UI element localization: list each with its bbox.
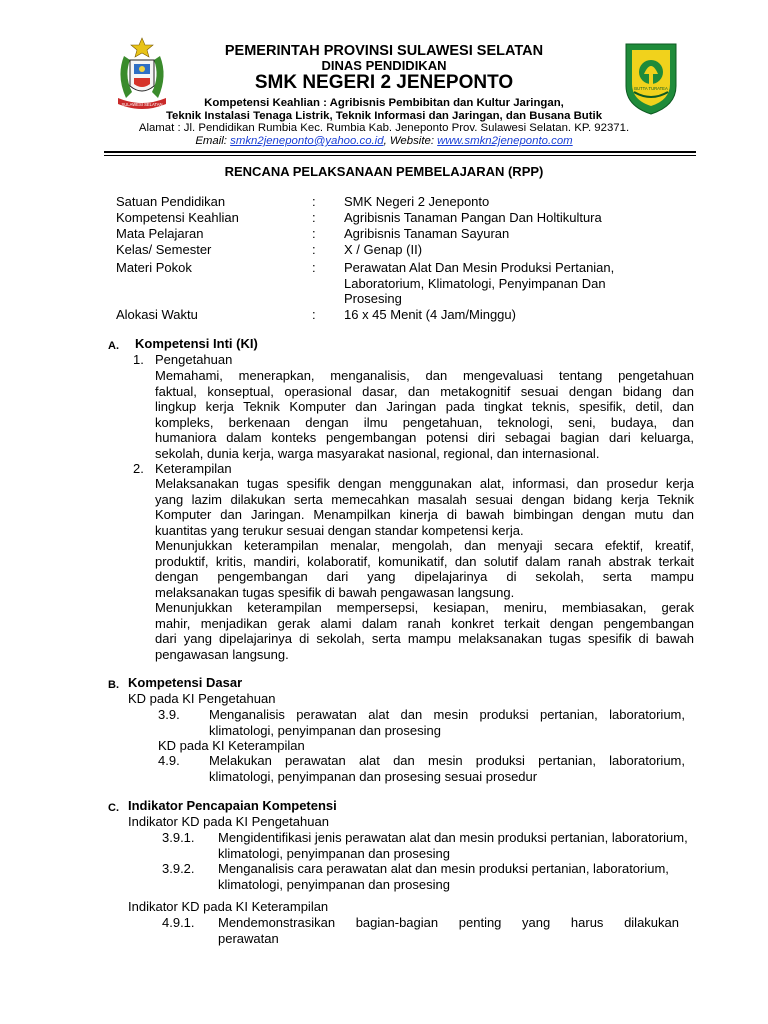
paragraph-line: Memahami, menerapkan, menganalisis, dan mengevaluasi tentang pengetahuan [155, 368, 694, 383]
kd-text [209, 707, 685, 738]
section-heading: Indikator Pencapaian Kompetensi [128, 798, 337, 813]
paragraph-line: pengawasan langsung. [155, 646, 289, 662]
kd-subheading: KD pada KI Keterampilan [158, 738, 305, 753]
header-rule-thin [104, 155, 696, 156]
gov-line: PEMERINTAH PROVINSI SULAWESI SELATAN [224, 43, 544, 59]
indicator-line: klimatologi, penyimpanan dan prosesing [218, 876, 450, 892]
kd-text [209, 753, 685, 784]
meta-label: Materi Pokok [116, 260, 192, 275]
meta-value: Agribisnis Tanaman Sayuran [344, 226, 510, 241]
paragraph-line: Menunjukkan keterampilan mempersepsi, kesiapan, meniru, membiasakan, gerak [155, 600, 694, 615]
paragraph-line: dari yang dipelajarinya di sekolah, serta mampu melaksanakan tugas spesifik di bawah [155, 631, 694, 646]
paragraph-line: dengan pengembangan dari yang dipelajarinya di sekolah, serta mampu [155, 569, 694, 584]
address-line: Alamat : Jl. Pendidikan Rumbia Kec. Rumbia Kab. Jeneponto Prov. Sulawesi Selatan. KP. 92371. [138, 122, 630, 134]
meta-value-line: Perawatan Alat Dan Mesin Produksi Pertanian, [344, 260, 615, 275]
meta-value: SMK Negeri 2 Jeneponto [344, 194, 490, 209]
meta-label: Kompetensi Keahlian [116, 210, 239, 225]
indicator-number: 3.9.2. [162, 861, 195, 876]
meta-colon: : [312, 307, 316, 322]
paragraph-line: melaksanakan tugas spesifik di bawah pengawasan langsung. [155, 584, 515, 600]
indicator-line: perawatan [218, 930, 279, 946]
ki-keterampilan-paragraph [155, 476, 694, 662]
kd-number: 3.9. [158, 707, 180, 722]
jeneponto-emblem-text: BUTTA TURATEA [634, 86, 668, 91]
kd-line: klimatologi, penyimpanan dan prosesing sesuai prosedur [209, 768, 538, 784]
indicator-line: Menganalisis cara perawatan alat dan mesin produksi pertanian, laboratorium, [218, 861, 669, 876]
kd-subheading: KD pada KI Pengetahuan [128, 691, 276, 706]
section-letter: B. [108, 679, 119, 691]
email-link[interactable]: smkn2jeneponto@yahoo.co.id [230, 135, 384, 147]
indicator-line: Mengidentifikasi jenis perawatan alat dan mesin produksi pertanian, laboratorium, [218, 830, 688, 845]
ki-pengetahuan-paragraph [155, 368, 694, 461]
indicator-number: 4.9.1. [162, 915, 195, 930]
kd-line: klimatologi, penyimpanan dan prosesing [209, 722, 441, 738]
kd-number: 4.9. [158, 753, 180, 768]
meta-value: X / Genap (II) [344, 242, 423, 257]
paragraph-line: yang lazim dilakukan serta memecahkan masalah sesuai dengan bidang kerja Teknik [155, 491, 694, 507]
meta-colon: : [312, 226, 316, 241]
paragraph-line: Menunjukkan keterampilan menalar, mengolah, dan menyaji secara efektif, kreatif, [155, 538, 694, 553]
paragraph-line: humaniora dalam konteks pengembangan potensi diri sebagai bagian dari keluarga, [155, 430, 694, 445]
website-link[interactable]: www.smkn2jeneponto.com [437, 135, 573, 147]
website-label: , Website: [383, 135, 434, 147]
item-number: 2. [133, 461, 144, 476]
meta-colon: : [312, 242, 316, 257]
meta-value: Agribisnis Tanaman Pangan Dan Holtikultura [344, 210, 602, 225]
meta-value: 16 x 45 Menit (4 Jam/Minggu) [344, 307, 516, 322]
indicator-text [218, 915, 679, 946]
meta-colon: : [312, 194, 316, 209]
meta-label: Kelas/ Semester [116, 242, 212, 257]
indicator-line: Mendemonstrasikan bagian-bagian penting yang harus dilakukan [218, 915, 679, 930]
item-title: Pengetahuan [155, 352, 233, 367]
meta-value-line: Laboratorium, Klimatologi, Penyimpanan Dan [344, 275, 606, 291]
indicator-number: 3.9.1. [162, 830, 195, 845]
header-rule-thick [104, 151, 696, 153]
kd-line: Melakukan perawatan alat dan mesin produksi pertanian, laboratorium, [209, 753, 685, 768]
paragraph-line: sekolah, dunia kerja, warga masyarakat nasional, regional, dan internasional. [155, 445, 600, 461]
paragraph-line: Melaksanakan tugas spesifik dengan menggunakan alat, informasi, dan prosedur kerja [155, 476, 694, 491]
email-label: Email: [195, 135, 227, 147]
item-number: 1. [133, 352, 144, 367]
sulsel-emblem-text: SULAWESI SELATAN [121, 102, 163, 107]
section-heading: Kompetensi Dasar [128, 675, 243, 690]
paragraph-line: kuantitas yang terukur sesuai dengan standar kompetensi kerja. [155, 522, 524, 538]
indicator-subheading: Indikator KD pada KI Keterampilan [128, 899, 329, 914]
indicator-subheading: Indikator KD pada KI Pengetahuan [128, 814, 329, 829]
meta-label: Mata Pelajaran [116, 226, 204, 241]
kd-line: Menganalisis perawatan alat dan mesin produksi pertanian, laboratorium, [209, 707, 685, 722]
doc-title: RENCANA PELAKSANAAN PEMBELAJARAN (RPP) [224, 164, 544, 179]
indicator-text [218, 830, 690, 861]
paragraph-line: lingkup kerja Teknik Komputer dan Jaringan pada tingkat teknis, spesifik, detil, dan [155, 399, 694, 414]
paragraph-line: kompleks, berkenaan dengan ilmu pengetahuan, teknologi, seni, budaya, dan [155, 414, 694, 430]
indicator-line: klimatologi, penyimpanan dan prosesing [218, 845, 450, 861]
paragraph-line: produktif, kritis, mandiri, kolaboratif, komunikatif, dan solutif dalam ranah abstrak terkait [155, 553, 694, 569]
indicator-text [218, 861, 690, 892]
section-letter: A. [108, 340, 119, 352]
kompetensi-line-1: Kompetensi Keahlian : Agribisnis Pembibitan dan Kultur Jaringan, [204, 97, 564, 109]
paragraph-line: Komputer dan Jaringan. Menampilkan kinerja di bawah bimbingan dengan mutu dan [155, 507, 694, 522]
school-name: SMK NEGERI 2 JENEPONTO [254, 72, 514, 93]
paragraph-line: faktual, konseptual, operasional dasar, dan metakognitif sesuai dengan bidang dan [155, 383, 694, 399]
meta-value-line: Prosesing [344, 291, 402, 306]
paragraph-line: mahir, menjadikan gerak alami dalam ranah konkret terkait dengan pengembangan [155, 615, 694, 631]
meta-label: Alokasi Waktu [116, 307, 198, 322]
kompetensi-line-2: Teknik Instalasi Tenaga Listrik, Teknik Informasi dan Jaringan, dan Busana Butik [165, 110, 603, 122]
item-title: Keterampilan [155, 461, 232, 476]
meta-label: Satuan Pendidikan [116, 194, 226, 209]
dept-line: DINAS PENDIDIKAN [321, 58, 447, 73]
section-heading: Kompetensi Inti (KI) [135, 336, 258, 351]
section-letter: C. [108, 802, 119, 814]
meta-colon: : [312, 210, 316, 225]
meta-colon: : [312, 260, 316, 275]
contact-line [0, 135, 768, 148]
